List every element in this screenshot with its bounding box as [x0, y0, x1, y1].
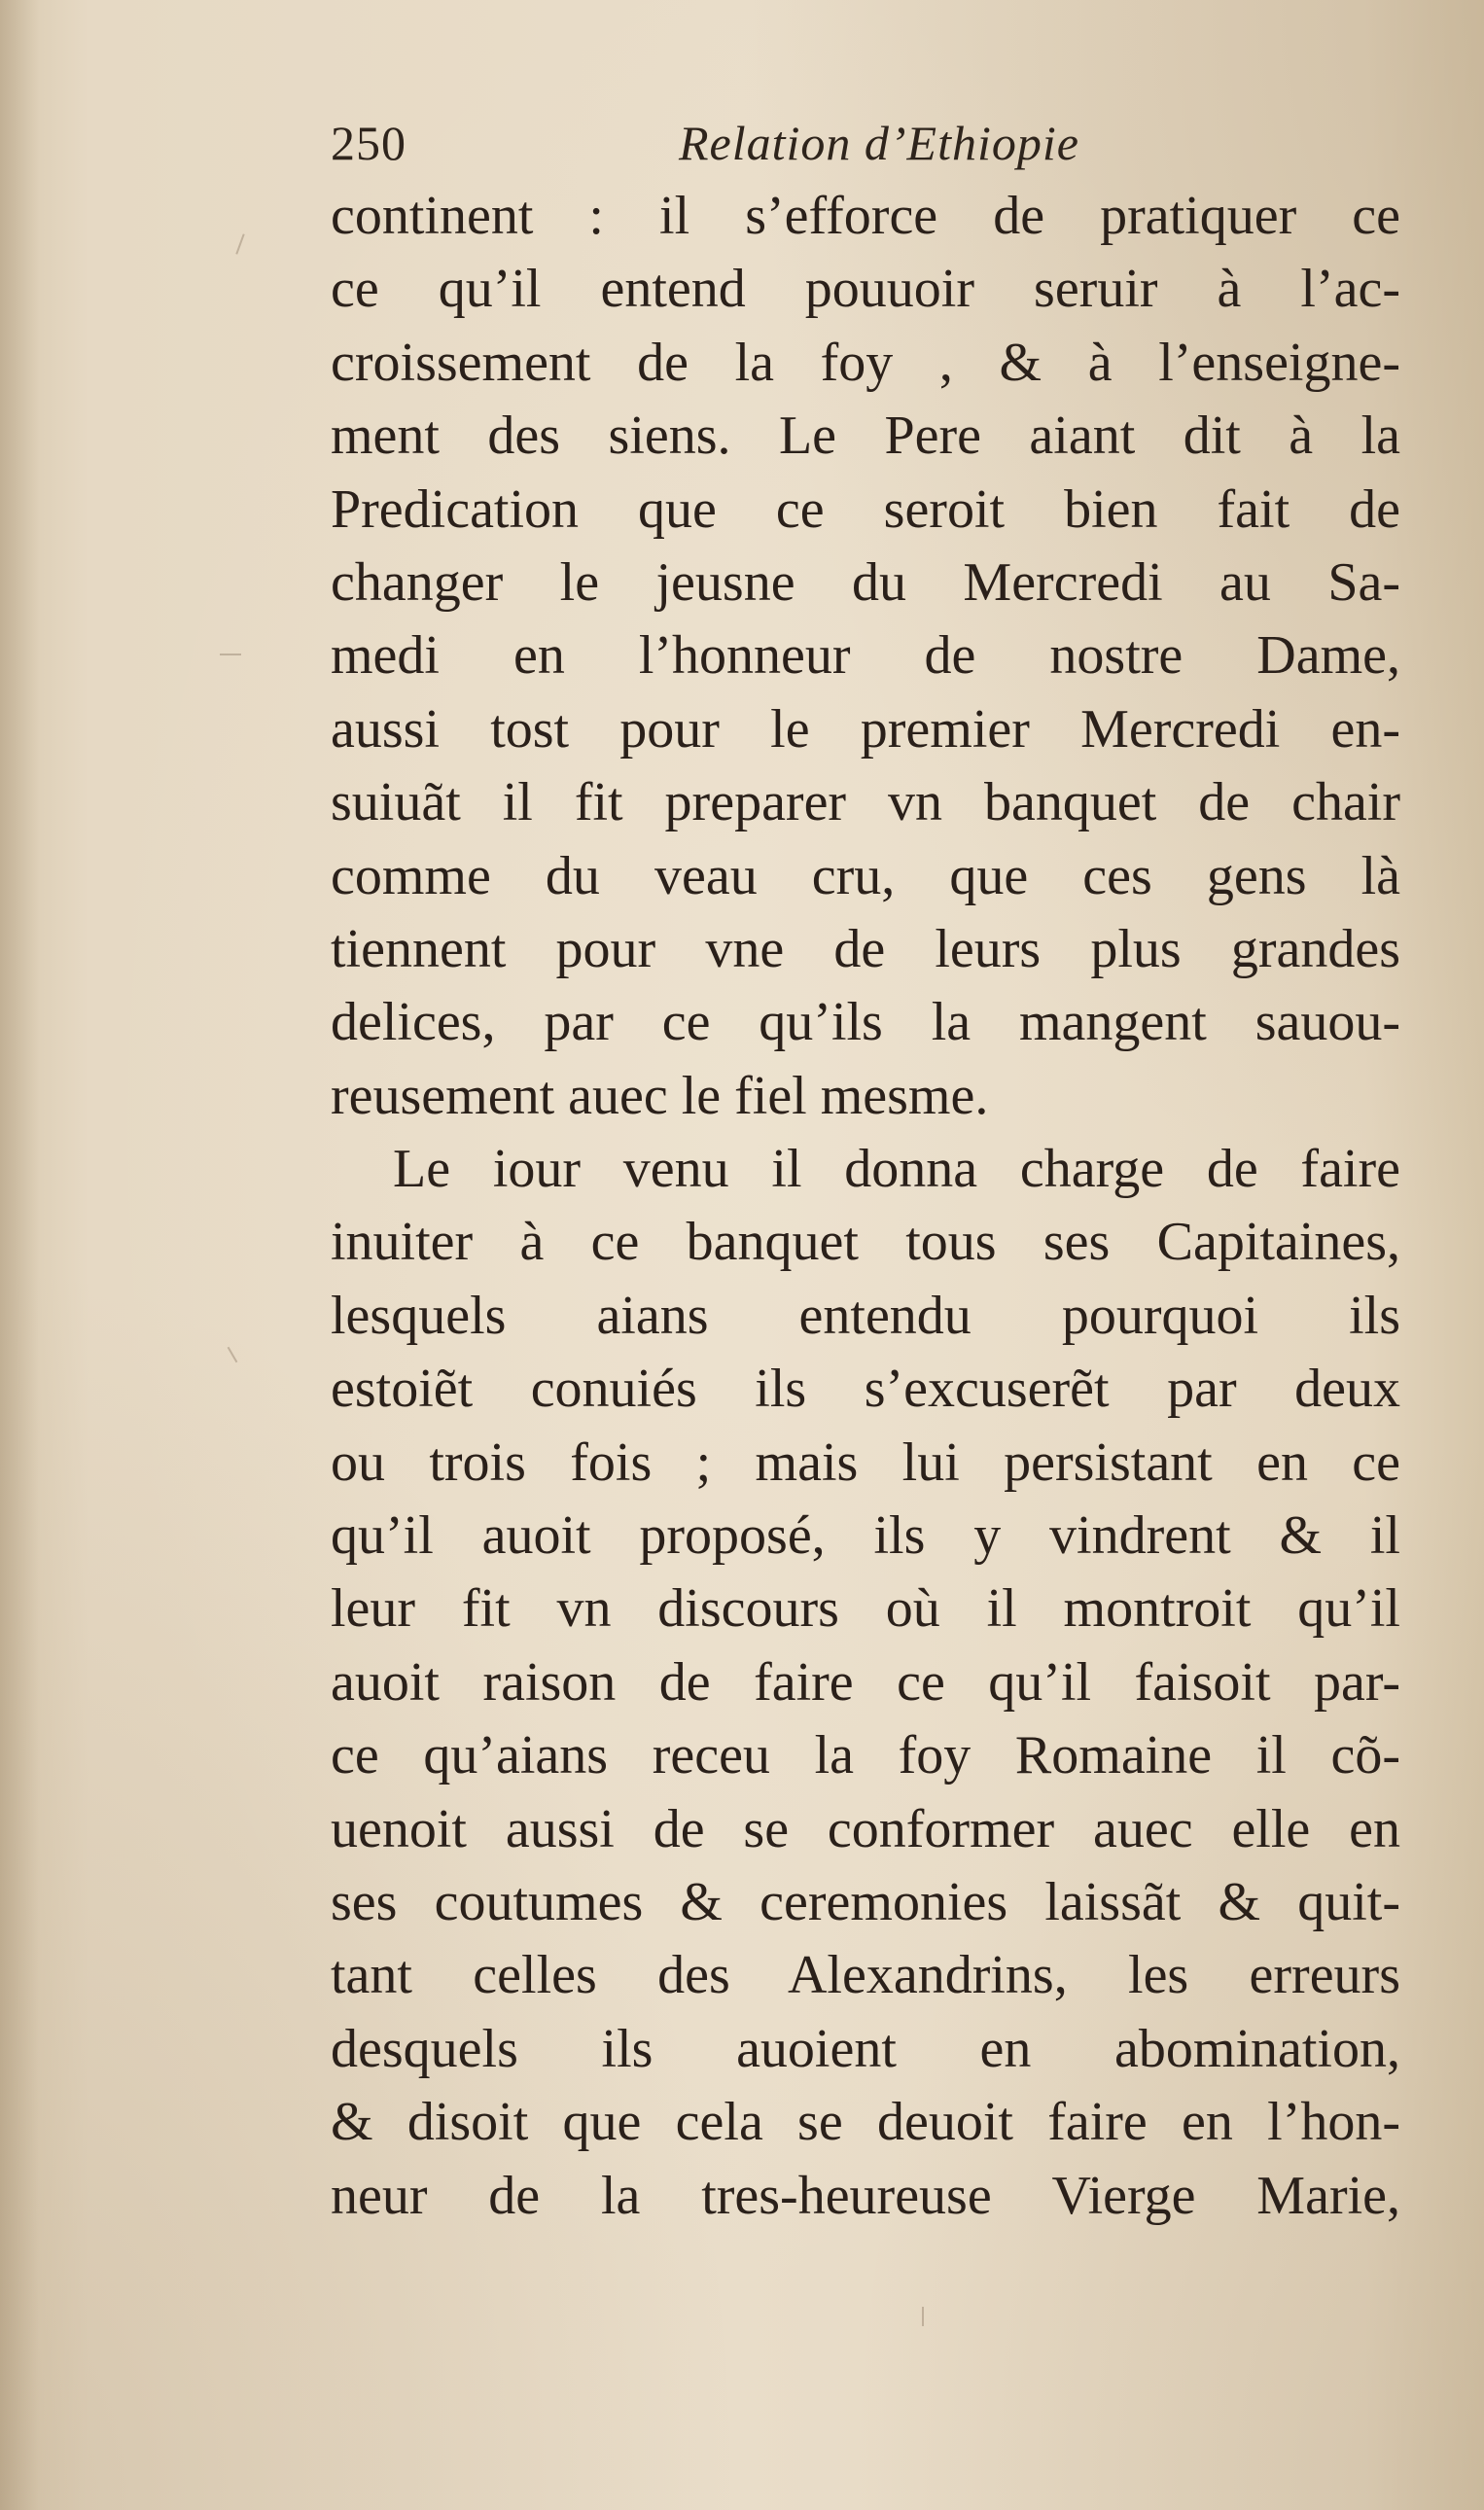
- text-line: auoit raison de faire ce qu’il faisoit par-: [331, 1651, 1400, 1713]
- text-line: ce qu’il entend pouuoir seruir à l’ac-: [331, 259, 1400, 320]
- text-line: tant celles des Alexandrins, les erreurs: [331, 1945, 1400, 2006]
- paragraph-end-line: reusement auec le fiel mesme.: [331, 1065, 989, 1126]
- paper-speck: [228, 1347, 238, 1363]
- text-line: ou trois fois ; mais lui persistant en ce: [331, 1432, 1400, 1493]
- body-text: [331, 180, 1400, 2233]
- text-line: ce qu’aians receu la foy Romaine il cõ-: [331, 1725, 1400, 1786]
- text-line: Predication que ce seroit bien fait de: [331, 478, 1400, 540]
- text-line: neur de la tres-heureuse Vierge Marie,: [331, 2165, 1400, 2226]
- paragraph-start-line: Le iour venu il donna charge de faire: [393, 1139, 1400, 1200]
- text-line: continent : il s’efforce de pratiquer ce: [331, 186, 1400, 246]
- text-line: lesquels aians entendu pourquoi ils: [331, 1285, 1400, 1346]
- text-line: delices, par ce qu’ils la mangent sauou-: [331, 992, 1400, 1053]
- text-line: inuiter à ce banquet tous ses Capitaines,: [331, 1212, 1400, 1273]
- text-line: leur fit vn discours où il montroit qu’il: [331, 1578, 1400, 1640]
- page-number: 250: [331, 116, 406, 170]
- text-line: desquels ils auoient en abomination,: [331, 2018, 1400, 2079]
- text-line: medi en l’honneur de nostre Dame,: [331, 625, 1400, 687]
- text-line: & disoit que cela se deuoit faire en l’hon-: [331, 2092, 1400, 2153]
- text-line: estoiẽt conuiés ils s’excuserẽt par deux: [331, 1359, 1400, 1420]
- paper-speck: [922, 2307, 924, 2326]
- gutter-shadow: [0, 0, 39, 2510]
- paper-speck: [235, 233, 244, 254]
- text-line: ses coutumes & ceremonies laissãt & quit-: [331, 1871, 1400, 1932]
- text-line: qu’il auoit proposé, ils y vindrent & il: [331, 1505, 1400, 1567]
- text-line: tiennent pour vne de leurs plus grandes: [331, 918, 1400, 979]
- text-line: comme du veau cru, que ces gens là: [331, 845, 1400, 906]
- text-line: croissement de la foy , & à l’enseigne-: [331, 332, 1400, 393]
- running-header: [331, 115, 1400, 183]
- text-line: changer le jeusne du Mercredi au Sa-: [331, 551, 1400, 613]
- text-line: suiuãt il fit preparer vn banquet de chair: [331, 772, 1400, 833]
- text-line: aussi tost pour le premier Mercredi en-: [331, 698, 1400, 760]
- paper-speck: [220, 654, 241, 655]
- running-title: Relation d’Ethiopie: [679, 116, 1079, 170]
- text-line: ment des siens. Le Pere aiant dit à la: [331, 406, 1400, 467]
- text-line: uenoit aussi de se conformer auec elle en: [331, 1798, 1400, 1859]
